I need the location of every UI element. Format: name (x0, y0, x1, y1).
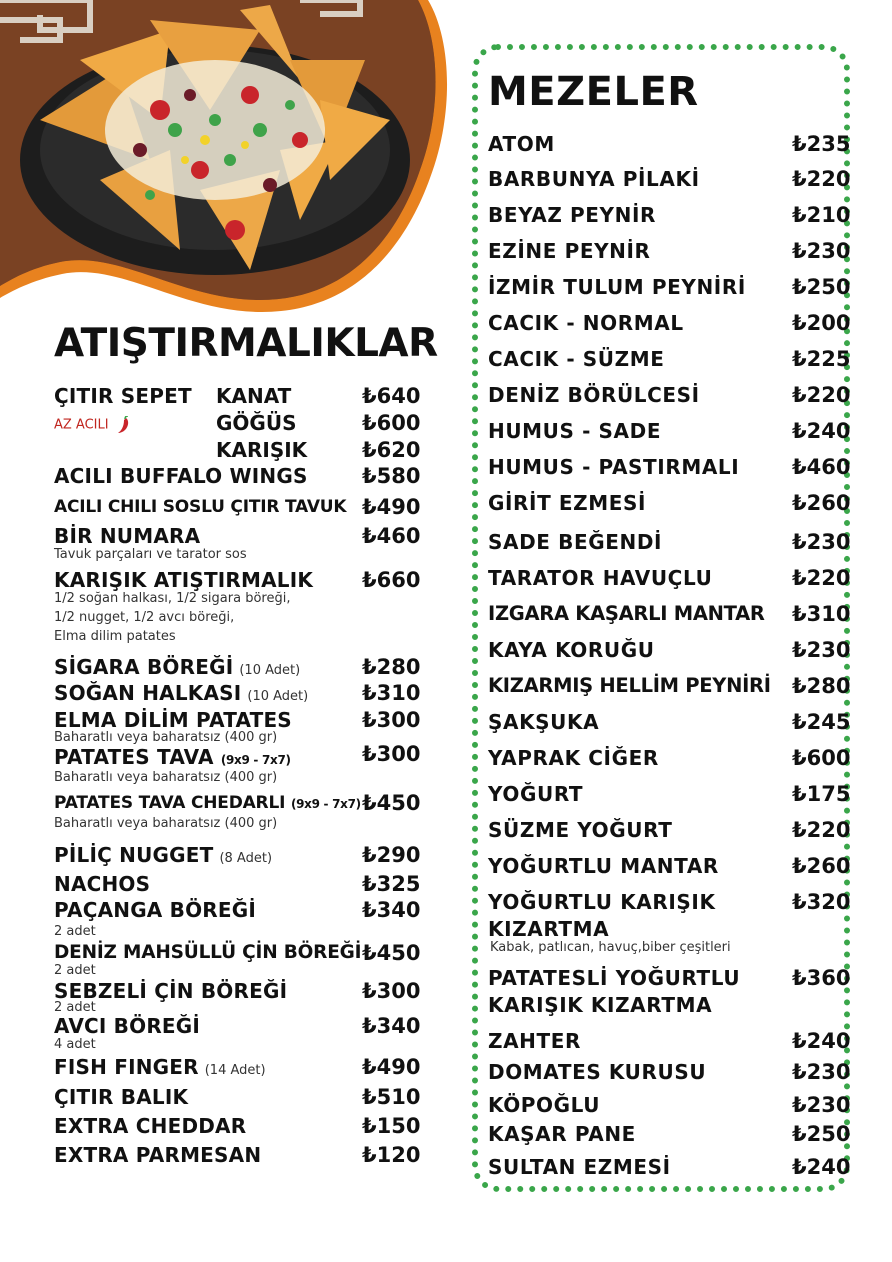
item-price: ₺280 (362, 655, 421, 679)
item-price: ₺600 (792, 746, 851, 770)
item-price: ₺310 (792, 602, 851, 626)
meze-item (488, 347, 850, 377)
item-price: ₺340 (362, 1014, 421, 1038)
item-name: BARBUNYA PİLAKİ (488, 167, 700, 191)
meze-item (488, 638, 850, 668)
item-name: TARATOR HAVUÇLU (488, 566, 713, 590)
item-price: ₺320 (792, 890, 851, 914)
menu-item (54, 979, 426, 1015)
nachos-photo (0, 0, 450, 330)
menu-item (54, 742, 426, 785)
item-description: 4 adet (54, 1037, 96, 1052)
item-name: NACHOS (54, 872, 151, 896)
item-name: EXTRA PARMESAN (54, 1143, 262, 1167)
menu-item (54, 495, 426, 525)
item-name: İZMİR TULUM PEYNİRİ (488, 275, 746, 299)
item-price: ₺220 (792, 818, 851, 842)
item-name: SADE BEĞENDİ (488, 530, 663, 554)
menu-item (54, 1085, 426, 1115)
meze-item (488, 966, 851, 1017)
meze-item (488, 674, 850, 704)
item-name: GİRİT EZMESİ (488, 491, 647, 515)
item-description: Elma dilim patates (54, 629, 176, 644)
meze-item (488, 890, 851, 955)
meze-item (488, 203, 850, 233)
item-name-line2: KARIŞIK KIZARTMA (488, 993, 713, 1017)
menu-item (54, 568, 426, 644)
meze-item (488, 455, 850, 485)
item-name: YOĞURTLU KARIŞIK (488, 890, 716, 914)
meze-item (488, 1122, 850, 1152)
item-price: ₺230 (792, 530, 851, 554)
menu-item (54, 1014, 426, 1052)
menu-item (54, 681, 426, 711)
item-name: SOĞAN HALKASI (10 Adet) (54, 681, 309, 705)
meze-item (488, 1029, 850, 1059)
item-price: ₺450 (362, 941, 421, 965)
menu-item (54, 941, 426, 978)
item-price: ₺460 (792, 455, 851, 479)
item-price: ₺245 (792, 710, 851, 734)
item-name: ÇITIR BALIK (54, 1085, 189, 1109)
item-price: ₺660 (362, 568, 421, 592)
item-price: ₺260 (792, 854, 851, 878)
item-name: YOĞURT (488, 782, 584, 806)
item-name: ATOM (488, 132, 555, 156)
variant-gogus: GÖĞÜS (216, 411, 297, 435)
item-price: ₺300 (362, 742, 421, 766)
variant-kanat: KANAT (216, 384, 292, 408)
menu-item (54, 464, 426, 494)
meze-item (488, 818, 850, 848)
meze-item (488, 383, 850, 413)
item-name: PAÇANGA BÖREĞİ (54, 898, 257, 922)
meze-item (488, 746, 850, 776)
item-name: ELMA DİLİM PATATES (54, 708, 292, 732)
variant-gogus-price: ₺600 (362, 411, 421, 435)
item-name-line2: KIZARTMA (488, 917, 610, 941)
item-name: KARIŞIK ATIŞTIRMALIK (54, 568, 314, 592)
menu-item (54, 524, 426, 562)
item-price: ₺580 (362, 464, 421, 488)
item-description: 2 adet (54, 963, 96, 978)
item-name: YAPRAK CİĞER (488, 746, 659, 770)
item-description: Tavuk parçaları ve tarator sos (54, 547, 247, 562)
meze-item (488, 854, 850, 884)
item-name: KIZARMIŞ HELLİM PEYNİRİ (488, 674, 771, 697)
menu-item (54, 898, 426, 939)
item-price: ₺250 (792, 275, 851, 299)
item-name: KAŞAR PANE (488, 1122, 636, 1146)
item-price: ₺240 (792, 1029, 851, 1053)
item-name: AVCI BÖREĞİ (54, 1014, 201, 1038)
item-description: Baharatlı veya baharatsız (400 gr) (54, 770, 278, 785)
item-price: ₺230 (792, 1060, 851, 1084)
menu-item (54, 843, 426, 873)
spicy-tag (54, 416, 131, 435)
meze-item (488, 275, 850, 305)
menu-item (54, 791, 426, 831)
item-price: ₺235 (792, 132, 851, 156)
menu-item (54, 1114, 426, 1144)
item-price: ₺360 (792, 966, 851, 990)
item-name: HUMUS - SADE (488, 419, 662, 443)
item-price: ₺450 (362, 791, 421, 815)
item-price: ₺220 (792, 167, 851, 191)
item-price: ₺230 (792, 239, 851, 263)
item-name: BİR NUMARA (54, 524, 201, 548)
item-price: ₺460 (362, 524, 421, 548)
item-name: DENİZ MAHSÜLLÜ ÇİN BÖREĞİ (54, 942, 362, 963)
item-name: ACILI CHILI SOSLU ÇITIR TAVUK (54, 497, 347, 517)
meze-item (488, 311, 850, 341)
item-name: CACIK - SÜZME (488, 347, 665, 371)
item-name: PATATES TAVA (9x9 - 7x7) (54, 745, 291, 769)
meze-item (488, 419, 850, 449)
item-name: SİGARA BÖREĞİ (10 Adet) (54, 655, 301, 679)
item-price: ₺490 (362, 495, 421, 519)
item-price: ₺210 (792, 203, 851, 227)
item-description: 2 adet (54, 1000, 96, 1015)
item-price: ₺240 (792, 419, 851, 443)
variant-karisik: KARIŞIK (216, 438, 308, 462)
item-price: ₺490 (362, 1055, 421, 1079)
item-price: ₺120 (362, 1143, 421, 1167)
item-name: ACILI BUFFALO WINGS (54, 464, 308, 488)
meze-item (488, 167, 850, 197)
chili-pepper-icon (117, 416, 131, 434)
item-name: HUMUS - PASTIRMALI (488, 455, 740, 479)
item-price: ₺340 (362, 898, 421, 922)
item-description: 2 adet (54, 924, 96, 939)
item-price: ₺175 (792, 782, 851, 806)
meze-item (488, 530, 850, 560)
item-name: ZAHTER (488, 1029, 582, 1053)
item-name: SULTAN EZMESİ (488, 1155, 671, 1179)
mezeler-title: MEZELER (488, 69, 699, 115)
item-name: SÜZME YOĞURT (488, 818, 673, 842)
item-name: IZGARA KAŞARLI MANTAR (488, 602, 765, 625)
item-price: ₺300 (362, 979, 421, 1003)
item-name: KÖPOĞLU (488, 1093, 601, 1117)
meze-item (488, 239, 850, 269)
item-name: SEBZELİ ÇİN BÖREĞİ (54, 979, 288, 1003)
item-name: ÇITIR SEPET (54, 384, 192, 408)
item-price: ₺325 (362, 872, 421, 896)
item-name: ŞAKŞUKA (488, 710, 600, 734)
item-price: ₺300 (362, 708, 421, 732)
menu-item (54, 1055, 426, 1085)
menu-item (54, 1143, 426, 1173)
item-description: Baharatlı veya baharatsız (400 gr) (54, 730, 278, 745)
variant-karisik-price: ₺620 (362, 438, 421, 462)
item-price: ₺200 (792, 311, 851, 335)
item-price: ₺220 (792, 566, 851, 590)
item-name: EZİNE PEYNİR (488, 239, 651, 263)
atistirmaliklar-title: ATIŞTIRMALIKLAR (54, 321, 438, 366)
meze-item (488, 1060, 850, 1090)
meze-item (488, 602, 850, 632)
item-name: YOĞURTLU MANTAR (488, 854, 719, 878)
item-price: ₺260 (792, 491, 851, 515)
item-name: PATATES TAVA CHEDARLI (9x9 - 7x7) (54, 793, 361, 813)
item-description: 1/2 nugget, 1/2 avcı böreği, (54, 610, 235, 625)
item-price: ₺240 (792, 1155, 851, 1179)
meze-item (488, 1155, 850, 1185)
meze-item (488, 566, 850, 596)
item-name: DENİZ BÖRÜLCESİ (488, 383, 700, 407)
item-price: ₺290 (362, 843, 421, 867)
item-price: ₺250 (792, 1122, 851, 1146)
item-name: PİLİÇ NUGGET (8 Adet) (54, 843, 273, 867)
item-price: ₺230 (792, 1093, 851, 1117)
item-price: ₺150 (362, 1114, 421, 1138)
item-name: CACIK - NORMAL (488, 311, 684, 335)
meze-item (488, 1093, 850, 1123)
item-price: ₺230 (792, 638, 851, 662)
item-price: ₺225 (792, 347, 851, 371)
item-price: ₺510 (362, 1085, 421, 1109)
item-description: Baharatlı veya baharatsız (400 gr) (54, 816, 278, 831)
item-price: ₺280 (792, 674, 851, 698)
item-description: Kabak, patlıcan, havuç,biber çeşitleri (490, 940, 731, 955)
item-name: DOMATES KURUSU (488, 1060, 707, 1084)
item-price: ₺310 (362, 681, 421, 705)
item-name: BEYAZ PEYNİR (488, 203, 657, 227)
meze-item (488, 782, 850, 812)
item-name: PATATESLİ YOĞURTLU (488, 966, 741, 990)
item-description: 1/2 soğan halkası, 1/2 sigara böreği, (54, 591, 291, 606)
item-name: FISH FINGER (14 Adet) (54, 1055, 266, 1079)
item-name: KAYA KORUĞU (488, 638, 655, 662)
meze-item (488, 491, 850, 521)
spicy-label: AZ ACILI (54, 417, 109, 433)
item-price: ₺220 (792, 383, 851, 407)
variant-kanat-price: ₺640 (362, 384, 421, 408)
meze-item (488, 132, 850, 162)
meze-item (488, 710, 850, 740)
menu-item (54, 708, 426, 745)
item-name: EXTRA CHEDDAR (54, 1114, 247, 1138)
